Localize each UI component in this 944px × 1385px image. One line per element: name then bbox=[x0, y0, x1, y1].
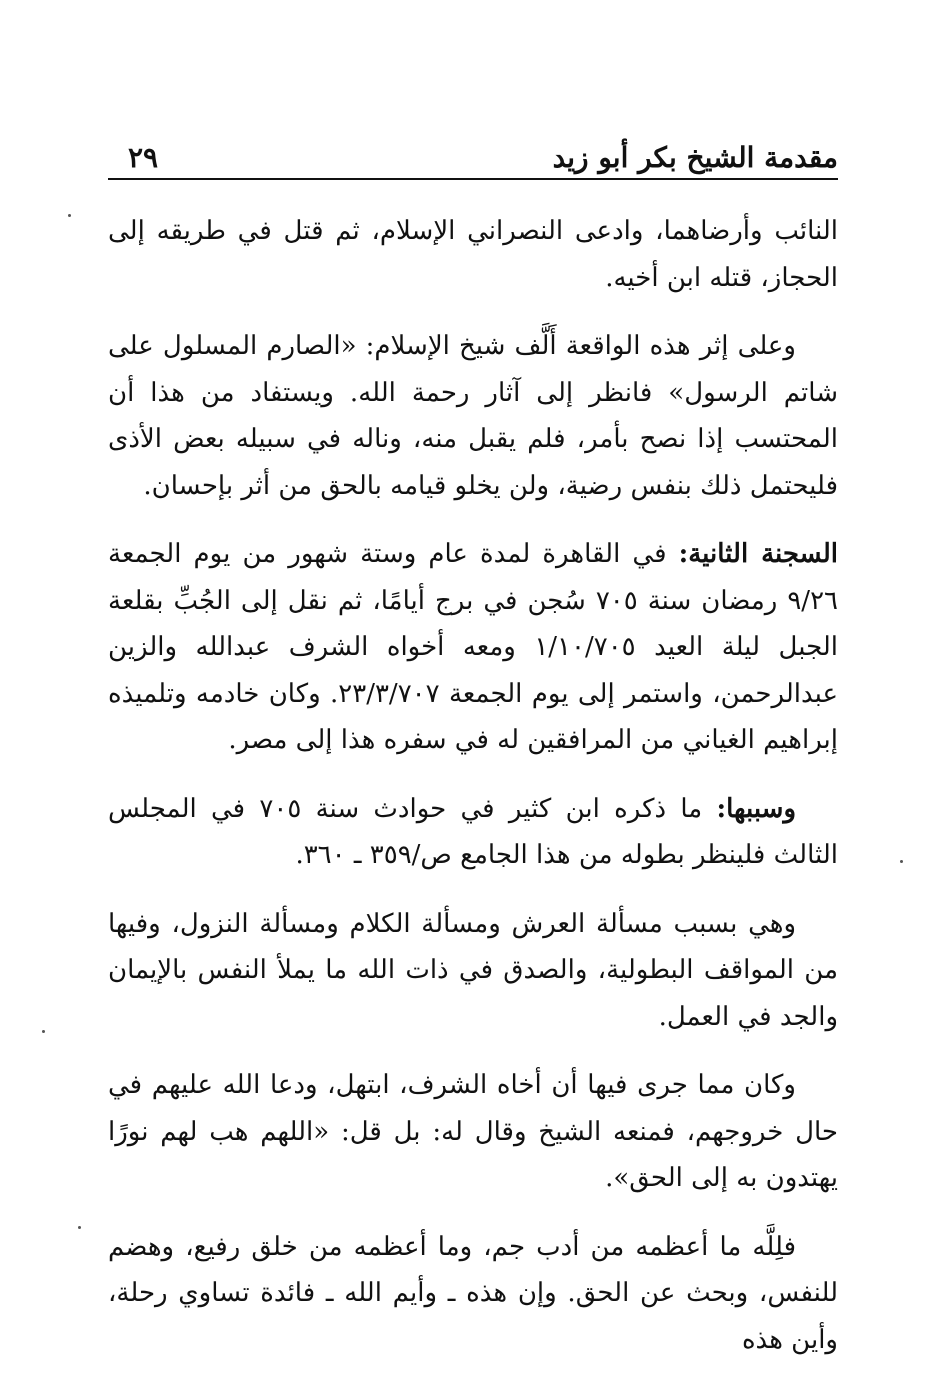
page-header bbox=[108, 140, 838, 178]
paragraph-5 bbox=[108, 901, 838, 1041]
paragraph-text: وكان مما جرى فيها أن أخاه الشرف، ابتهل، ودعا الله عليهم في حال خروجهم، فمنعه الشيخ وقال له: بل قل: «اللهم هب لهم نورًا يهتدون به إلى الحق». bbox=[108, 1070, 838, 1193]
scan-speck bbox=[68, 214, 71, 217]
paragraph-2 bbox=[108, 323, 838, 509]
paragraph-1 bbox=[108, 208, 838, 301]
paragraph-6 bbox=[108, 1062, 838, 1202]
scan-speck bbox=[78, 1226, 81, 1229]
scan-speck bbox=[42, 1030, 45, 1033]
paragraph-3 bbox=[108, 531, 838, 764]
paragraph-text: فلِلَّه ما أعظمه من أدب جم، وما أعظمه من خلق رفيع، وهضم للنفس، وبحث عن الحق. وإن هذه ـ وأيم الله ـ فائدة تساوي رحلة، وأين هذه bbox=[108, 1231, 838, 1355]
paragraph-4 bbox=[108, 786, 838, 879]
body-text bbox=[108, 208, 838, 1385]
running-title: مقدمة الشيخ بكر أبو زيد bbox=[552, 141, 838, 174]
scan-speck bbox=[900, 860, 903, 863]
page-number: ٢٩ bbox=[128, 141, 159, 174]
paragraph-text: ما ذكره ابن كثير في حوادث سنة ٧٠٥ في المجلس الثالث فلينظر بطوله من هذا الجامع ص/٣٥٩ ـ ٣٦٠. bbox=[108, 793, 838, 870]
paragraph-7 bbox=[108, 1224, 838, 1364]
header-divider bbox=[108, 178, 838, 180]
paragraph-text: وهي بسبب مسألة العرش ومسألة الكلام ومسألة النزول، وفيها من المواقف البطولية، والصدق في ذات الله ما يملأ النفس بالإيمان والجد في العمل. bbox=[108, 908, 839, 1032]
section-label: السجنة الثانية: bbox=[678, 539, 838, 569]
section-label: وسببها: bbox=[716, 793, 797, 824]
paragraph-text: في القاهرة لمدة عام وستة شهور من يوم الجمعة ٩/٢٦ رمضان سنة ٧٠٥ سُجن في برج أيامًا، ثم نقل إلى الجُبِّ بقلعة الجبل ليلة العيد ١/١٠/٧٠٥ ومعه أخواه الشرف عبدالله والزين عبدالرحمن، واستمر إلى يوم الجمعة ٢٣/٣/٧٠٧. وكان خادمه وتلميذه إبراهيم الغياني من المرافقين له في سفره هذا إلى مصر. bbox=[108, 539, 838, 755]
paragraph-text: النائب وأرضاهما، وادعى النصراني الإسلام، ثم قتل في طريقه إلى الحجاز، قتله ابن أخيه. bbox=[108, 216, 838, 293]
paragraph-text: وعلى إثر هذه الواقعة أَلَّف شيخ الإسلام: «الصارم المسلول على شاتم الرسول» فانظر إلى آثار رحمة الله. ويستفاد من هذا أن المحتسب إذا نصح بأمر، فلم يقبل منه، وناله في سبيله بعض الأذى فليحتمل ذلك بنفس رضية، ولن يخلو قيامه بالحق من أثر بإحسان. bbox=[108, 331, 838, 501]
